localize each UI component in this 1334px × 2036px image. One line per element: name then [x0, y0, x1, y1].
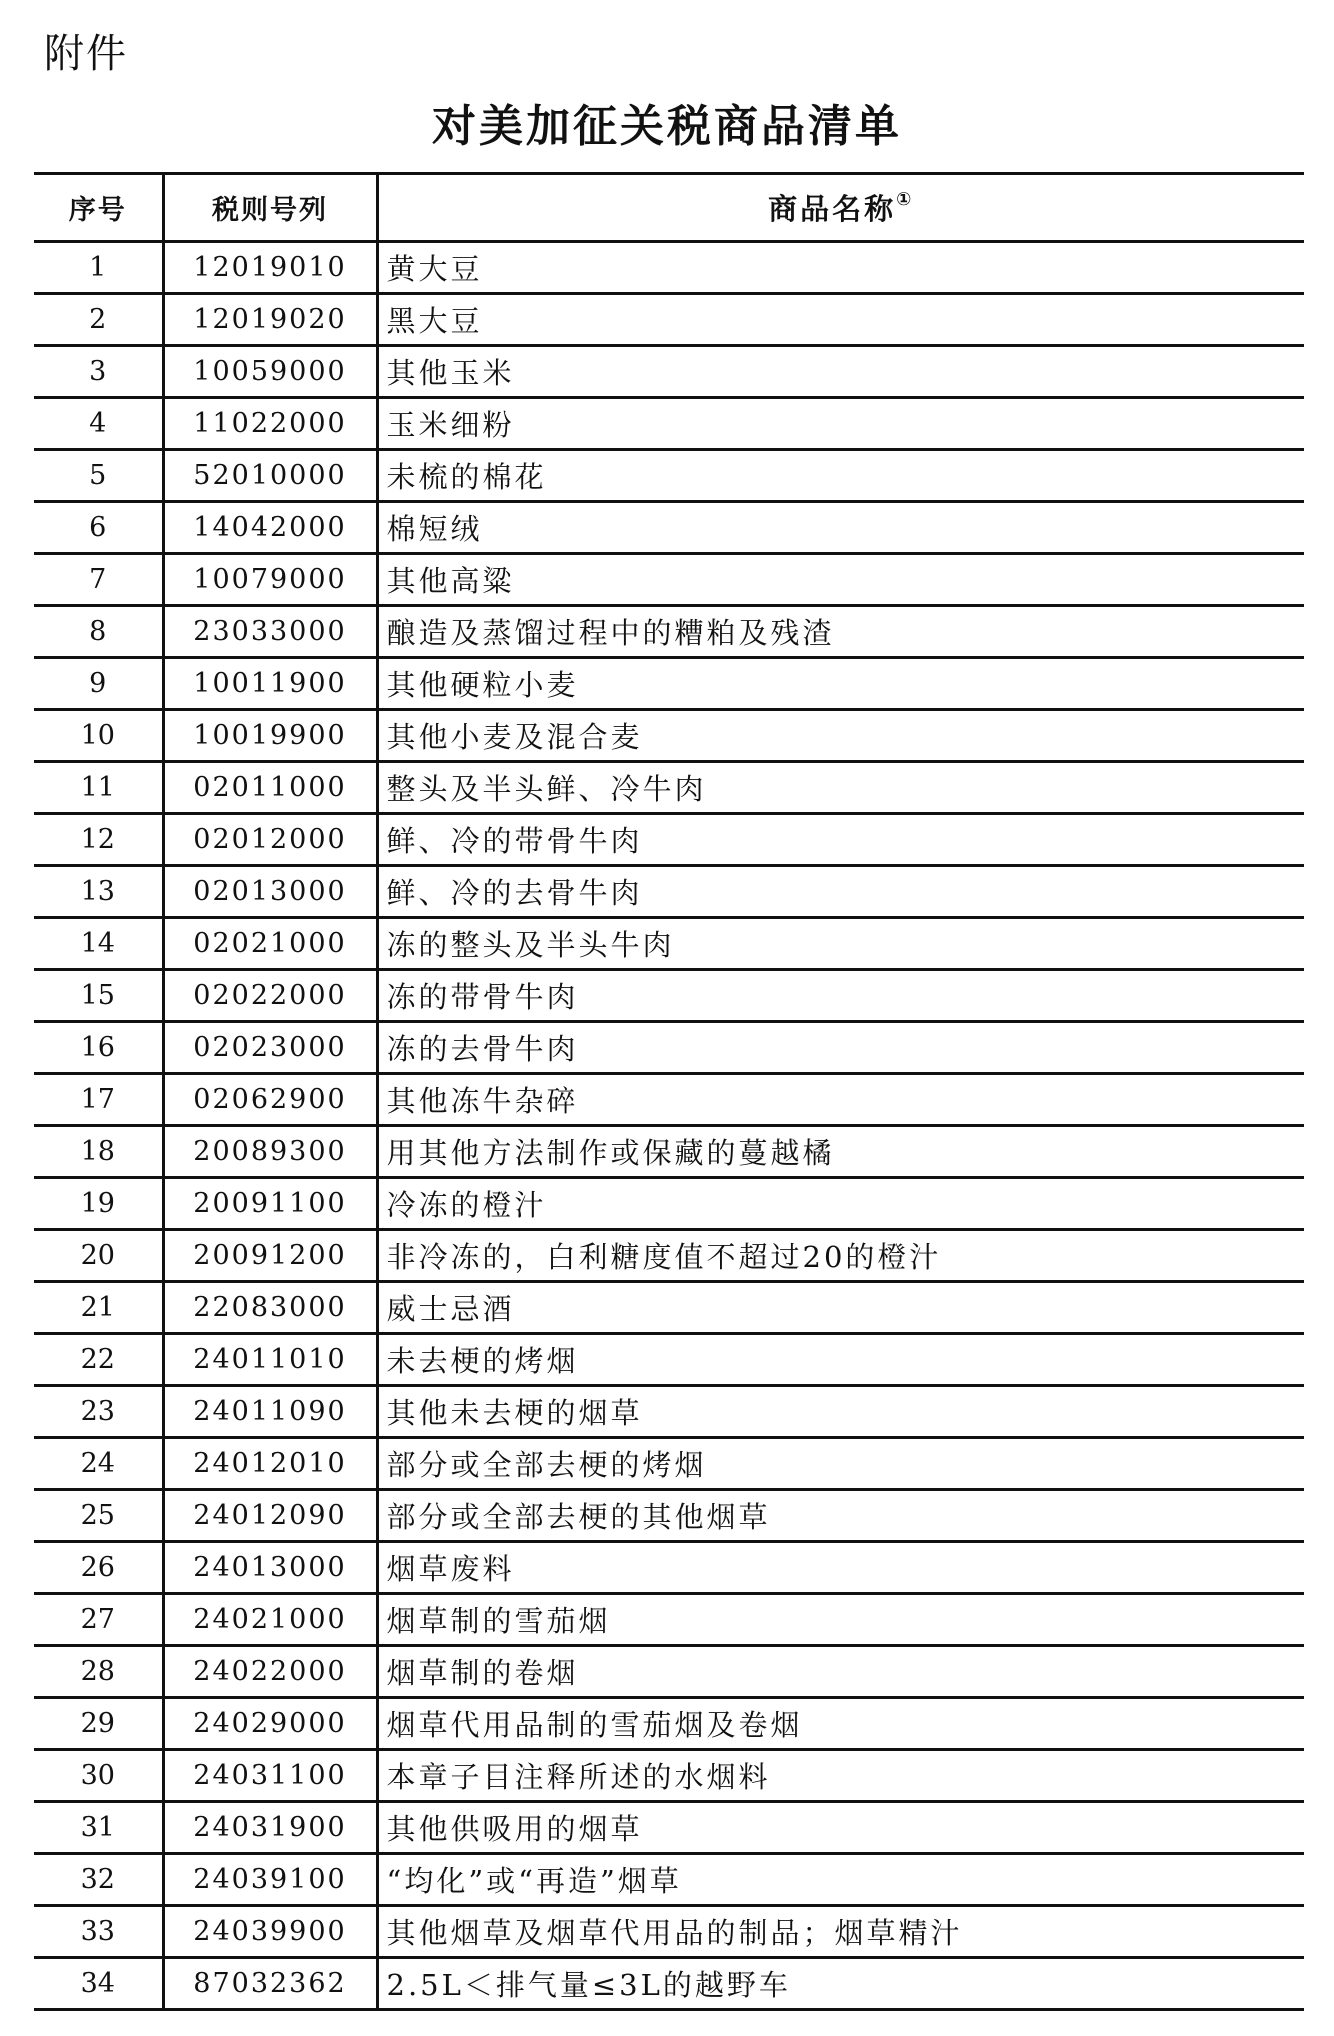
product-name-cell: 玉米细粉	[377, 398, 1304, 450]
row-index: 18	[34, 1126, 163, 1178]
tariff-code-cell: 12019020	[163, 294, 377, 346]
table-row	[34, 1594, 1304, 1646]
row-index: 20	[34, 1230, 163, 1282]
product-name-cell: 未梳的棉花	[377, 450, 1304, 502]
table-row	[34, 866, 1304, 918]
tariff-code-cell: 24011010	[163, 1334, 377, 1386]
row-index: 7	[34, 554, 163, 606]
tariff-code-cell: 20089300	[163, 1126, 377, 1178]
product-name-cell: 其他玉米	[377, 346, 1304, 398]
row-index: 3	[34, 346, 163, 398]
tariff-code-cell: 24013000	[163, 1542, 377, 1594]
row-index: 1	[34, 242, 163, 294]
product-name-cell: “均化”或“再造”烟草	[377, 1854, 1304, 1906]
product-name-cell: 用其他方法制作或保藏的蔓越橘	[377, 1126, 1304, 1178]
tariff-code-cell: 87032362	[163, 1958, 377, 2010]
product-name-cell: 烟草制的雪茄烟	[377, 1594, 1304, 1646]
product-name-cell: 冻的去骨牛肉	[377, 1022, 1304, 1074]
row-index: 8	[34, 606, 163, 658]
tariff-code-cell: 02011000	[163, 762, 377, 814]
tariff-code-cell: 10079000	[163, 554, 377, 606]
tariff-code-cell: 23033000	[163, 606, 377, 658]
table-row	[34, 294, 1304, 346]
tariff-code-cell: 12019010	[163, 242, 377, 294]
row-index: 16	[34, 1022, 163, 1074]
product-name-cell: 部分或全部去梗的其他烟草	[377, 1490, 1304, 1542]
attachment-label: 附件	[44, 31, 128, 77]
tariff-code-cell: 24011090	[163, 1386, 377, 1438]
table-row	[34, 1542, 1304, 1594]
row-index: 19	[34, 1178, 163, 1230]
product-name-cell: 棉短绒	[377, 502, 1304, 554]
row-index: 27	[34, 1594, 163, 1646]
product-name-cell: 酿造及蒸馏过程中的糟粕及残渣	[377, 606, 1304, 658]
column-header-name	[377, 174, 1304, 242]
tariff-code-cell: 11022000	[163, 398, 377, 450]
row-index: 24	[34, 1438, 163, 1490]
tariff-code-cell: 10011900	[163, 658, 377, 710]
product-name-cell: 威士忌酒	[377, 1282, 1304, 1334]
row-index: 17	[34, 1074, 163, 1126]
table-body	[34, 242, 1304, 2010]
row-index: 9	[34, 658, 163, 710]
tariff-code-cell: 24031100	[163, 1750, 377, 1802]
product-name-cell: 其他冻牛杂碎	[377, 1074, 1304, 1126]
table-row	[34, 1854, 1304, 1906]
product-name-cell: 鲜、冷的带骨牛肉	[377, 814, 1304, 866]
table-row	[34, 1958, 1304, 2010]
tariff-code-cell: 02021000	[163, 918, 377, 970]
row-index: 12	[34, 814, 163, 866]
product-name-cell: 鲜、冷的去骨牛肉	[377, 866, 1304, 918]
row-index: 26	[34, 1542, 163, 1594]
tariff-goods-table	[34, 172, 1304, 2011]
product-name-cell: 其他高粱	[377, 554, 1304, 606]
column-header-index: 序号	[34, 174, 163, 242]
product-name-cell: 黄大豆	[377, 242, 1304, 294]
table-row	[34, 658, 1304, 710]
row-index: 32	[34, 1854, 163, 1906]
row-index: 29	[34, 1698, 163, 1750]
table-row	[34, 242, 1304, 294]
product-name-cell: 其他未去梗的烟草	[377, 1386, 1304, 1438]
table-row	[34, 970, 1304, 1022]
table-header-row	[34, 174, 1304, 242]
table-row	[34, 1178, 1304, 1230]
tariff-code-cell: 52010000	[163, 450, 377, 502]
table-header	[34, 174, 1304, 242]
table-row	[34, 1230, 1304, 1282]
column-header-name-text: 商品名称	[768, 192, 897, 226]
product-name-cell: 烟草废料	[377, 1542, 1304, 1594]
row-index: 25	[34, 1490, 163, 1542]
tariff-code-cell: 24039100	[163, 1854, 377, 1906]
product-name-cell: 其他硬粒小麦	[377, 658, 1304, 710]
tariff-code-cell: 24012010	[163, 1438, 377, 1490]
tariff-code-cell: 24029000	[163, 1698, 377, 1750]
row-index: 14	[34, 918, 163, 970]
tariff-code-cell: 24021000	[163, 1594, 377, 1646]
row-index: 10	[34, 710, 163, 762]
row-index: 2	[34, 294, 163, 346]
product-name-cell: 其他供吸用的烟草	[377, 1802, 1304, 1854]
tariff-code-cell: 02013000	[163, 866, 377, 918]
product-name-cell: 烟草制的卷烟	[377, 1646, 1304, 1698]
table-row	[34, 398, 1304, 450]
tariff-code-cell: 24031900	[163, 1802, 377, 1854]
row-index: 30	[34, 1750, 163, 1802]
table-row	[34, 1126, 1304, 1178]
tariff-code-cell: 02062900	[163, 1074, 377, 1126]
product-name-cell: 非冷冻的，白利糖度值不超过20的橙汁	[377, 1230, 1304, 1282]
row-index: 33	[34, 1906, 163, 1958]
product-name-cell: 冷冻的橙汁	[377, 1178, 1304, 1230]
product-name-cell: 其他烟草及烟草代用品的制品；烟草精汁	[377, 1906, 1304, 1958]
table-row	[34, 1906, 1304, 1958]
tariff-code-cell: 20091100	[163, 1178, 377, 1230]
table-row	[34, 1074, 1304, 1126]
table-row	[34, 502, 1304, 554]
row-index: 11	[34, 762, 163, 814]
product-name-cell: 整头及半头鲜、冷牛肉	[377, 762, 1304, 814]
row-index: 21	[34, 1282, 163, 1334]
row-index: 31	[34, 1802, 163, 1854]
row-index: 28	[34, 1646, 163, 1698]
tariff-code-cell: 10059000	[163, 346, 377, 398]
tariff-code-cell: 22083000	[163, 1282, 377, 1334]
product-name-cell: 烟草代用品制的雪茄烟及卷烟	[377, 1698, 1304, 1750]
product-name-cell: 本章子目注释所述的水烟料	[377, 1750, 1304, 1802]
column-header-tariff-code: 税则号列	[163, 174, 377, 242]
table-row	[34, 814, 1304, 866]
row-index: 5	[34, 450, 163, 502]
product-name-cell: 冻的整头及半头牛肉	[377, 918, 1304, 970]
table-row	[34, 710, 1304, 762]
table-row	[34, 450, 1304, 502]
row-index: 15	[34, 970, 163, 1022]
table-row	[34, 1490, 1304, 1542]
row-index: 34	[34, 1958, 163, 2010]
footnote-marker: ①	[896, 189, 915, 210]
table-row	[34, 1802, 1304, 1854]
tariff-code-cell: 02022000	[163, 970, 377, 1022]
table-row	[34, 1022, 1304, 1074]
row-index: 22	[34, 1334, 163, 1386]
row-index: 23	[34, 1386, 163, 1438]
product-name-cell: 其他小麦及混合麦	[377, 710, 1304, 762]
table-row	[34, 346, 1304, 398]
table-row	[34, 1750, 1304, 1802]
table-row	[34, 918, 1304, 970]
product-name-cell: 未去梗的烤烟	[377, 1334, 1304, 1386]
tariff-code-cell: 24039900	[163, 1906, 377, 1958]
tariff-code-cell: 20091200	[163, 1230, 377, 1282]
row-index: 4	[34, 398, 163, 450]
table-row	[34, 762, 1304, 814]
row-index: 6	[34, 502, 163, 554]
table-row	[34, 554, 1304, 606]
product-name-cell: 黑大豆	[377, 294, 1304, 346]
tariff-code-cell: 24012090	[163, 1490, 377, 1542]
table-row	[34, 1646, 1304, 1698]
row-index: 13	[34, 866, 163, 918]
table-row	[34, 1282, 1304, 1334]
table-row	[34, 606, 1304, 658]
table-row	[34, 1386, 1304, 1438]
product-name-cell: 2.5L＜排气量≤3L的越野车	[377, 1958, 1304, 2010]
tariff-code-cell: 14042000	[163, 502, 377, 554]
table-row	[34, 1334, 1304, 1386]
table-row	[34, 1698, 1304, 1750]
page-title: 对美加征关税商品清单	[432, 101, 902, 152]
product-name-cell: 冻的带骨牛肉	[377, 970, 1304, 1022]
tariff-code-cell: 02012000	[163, 814, 377, 866]
table-row	[34, 1438, 1304, 1490]
product-name-cell: 部分或全部去梗的烤烟	[377, 1438, 1304, 1490]
tariff-code-cell: 02023000	[163, 1022, 377, 1074]
tariff-code-cell: 10019900	[163, 710, 377, 762]
tariff-code-cell: 24022000	[163, 1646, 377, 1698]
